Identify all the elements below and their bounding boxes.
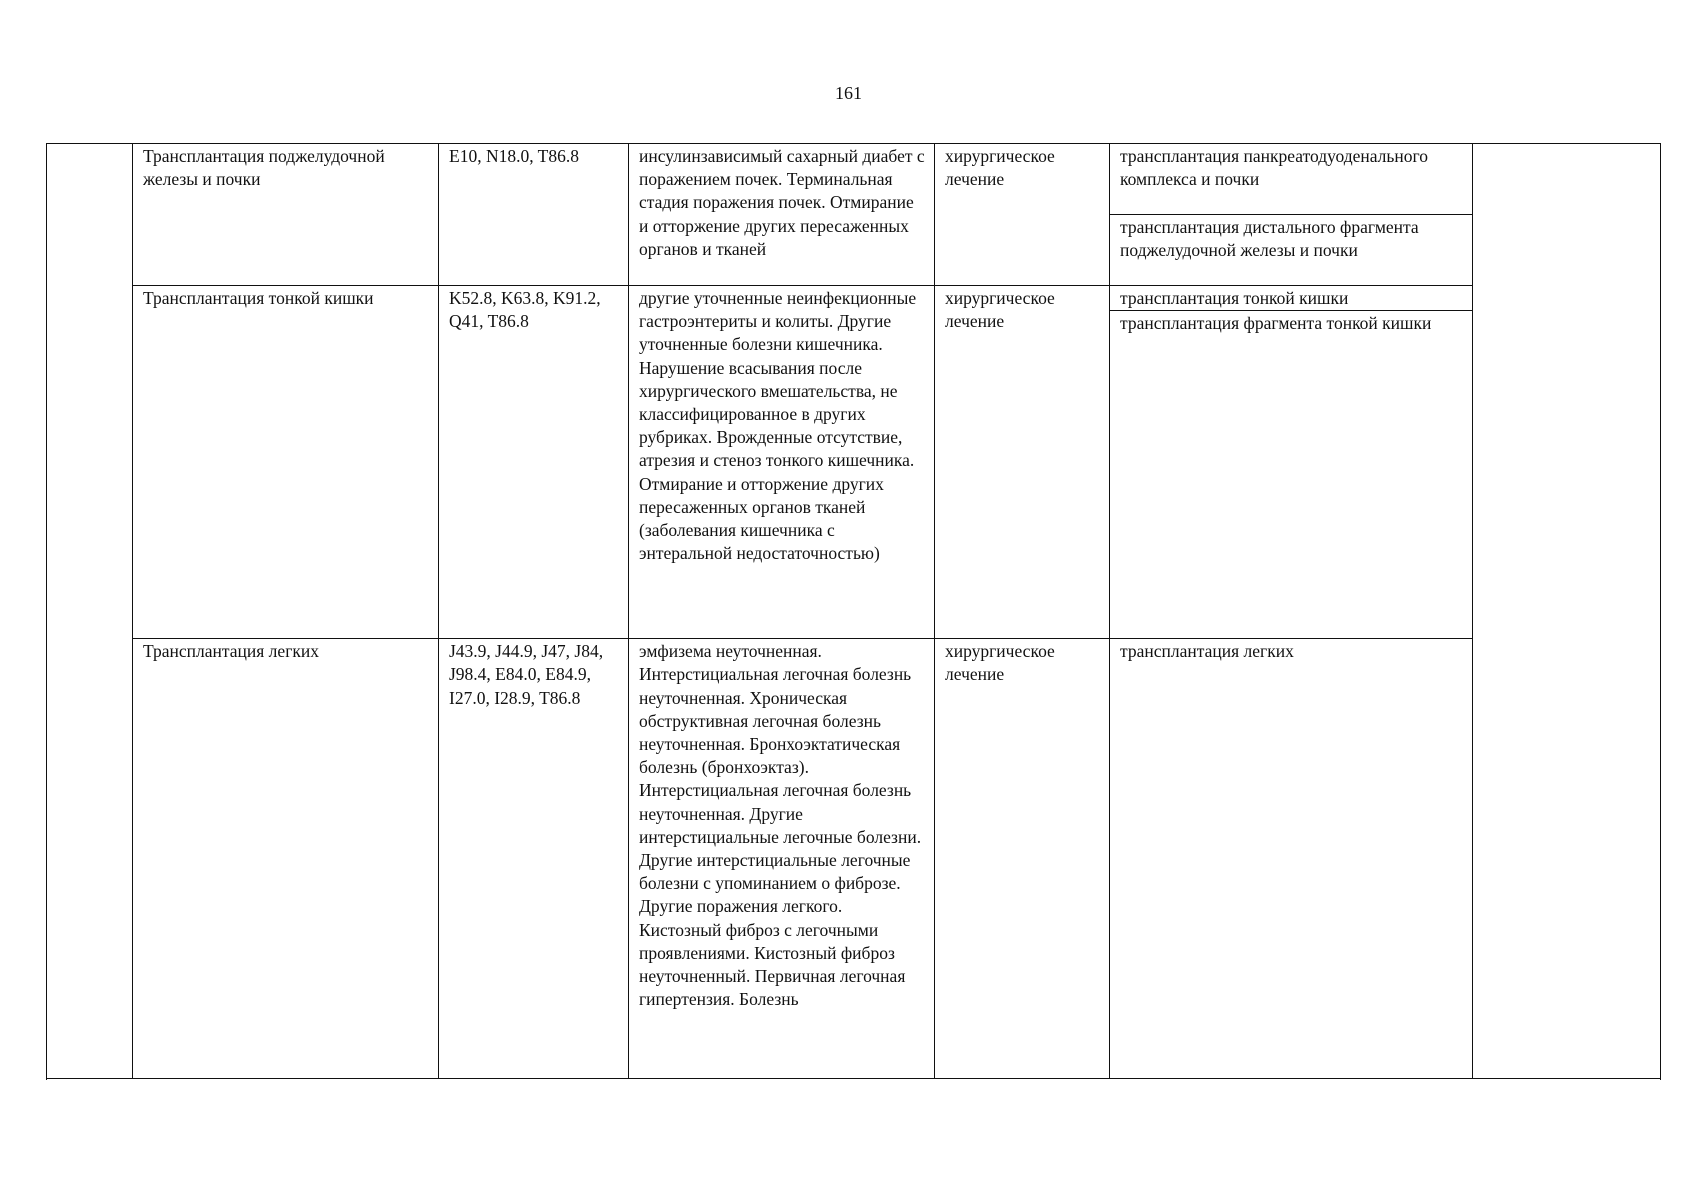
transplant-type-cell: Трансплантация легких bbox=[133, 639, 439, 1079]
diagnosis-cell: эмфизема неуточненная. Интерстициальная легочная болезнь неуточненная. Хроническая обструктивная легочная болезнь неуточненная. Бронхоэктатическая болезнь (бронхоэктаз). Интерстициальная легочная болезнь неуточненная. Другие интерстициальные легочные болезни. Другие интерстициальные легочные болезни с упоминанием о фиброзе. Другие поражения легкого. Кистозный фиброз с легочными проявлениями. Кистозный фиброз неуточненный. Первичная легочная гипертензия. Болезнь bbox=[629, 639, 935, 1079]
treatment-type-cell: хирургическое лечение bbox=[935, 639, 1110, 1079]
icd-codes-cell: J43.9, J44.9, J47, J84, J98.4, E84.0, E84.9, I27.0, I28.9, T86.8 bbox=[439, 639, 629, 1079]
table-row bbox=[47, 639, 1661, 1079]
treatment-method-cell: трансплантация панкреатодуоденального комплекса и почки bbox=[1110, 144, 1473, 215]
cost-cell bbox=[1473, 144, 1661, 1079]
treatment-type-cell: хирургическое лечение bbox=[935, 286, 1110, 639]
treatment-type-cell: хирургическое лечение bbox=[935, 144, 1110, 286]
diagnosis-cell: инсулинзависимый сахарный диабет с поражением почек. Терминальная стадия поражения почек. Отмирание и отторжение других пересаженных органов и тканей bbox=[629, 144, 935, 286]
table-row bbox=[47, 286, 1661, 311]
treatment-method-cell: трансплантация тонкой кишки bbox=[1110, 286, 1473, 311]
medical-care-table bbox=[46, 143, 1661, 1079]
table-row bbox=[47, 144, 1661, 215]
treatment-method-cell: трансплантация дистального фрагмента поджелудочной железы и почки bbox=[1110, 215, 1473, 286]
transplant-type-cell: Трансплантация поджелудочной железы и почки bbox=[133, 144, 439, 286]
transplant-type-cell: Трансплантация тонкой кишки bbox=[133, 286, 439, 639]
icd-codes-cell: K52.8, K63.8, K91.2, Q41, T86.8 bbox=[439, 286, 629, 639]
diagnosis-cell: другие уточненные неинфекционные гастроэнтериты и колиты. Другие уточненные болезни кишечника. Нарушение всасывания после хирургического вмешательства, не классифицированное в других рубриках. Врожденные отсутствие, атрезия и стеноз тонкого кишечника. Отмирание и отторжение других пересаженных органов тканей (заболевания кишечника с энтеральной недостаточностью) bbox=[629, 286, 935, 639]
treatment-method-cell: трансплантация легких bbox=[1110, 639, 1473, 1079]
treatment-method-cell: трансплантация фрагмента тонкой кишки bbox=[1110, 311, 1473, 639]
icd-codes-cell: E10, N18.0, T86.8 bbox=[439, 144, 629, 286]
page-number: 161 bbox=[835, 83, 862, 103]
row-number-cell bbox=[47, 144, 133, 1079]
